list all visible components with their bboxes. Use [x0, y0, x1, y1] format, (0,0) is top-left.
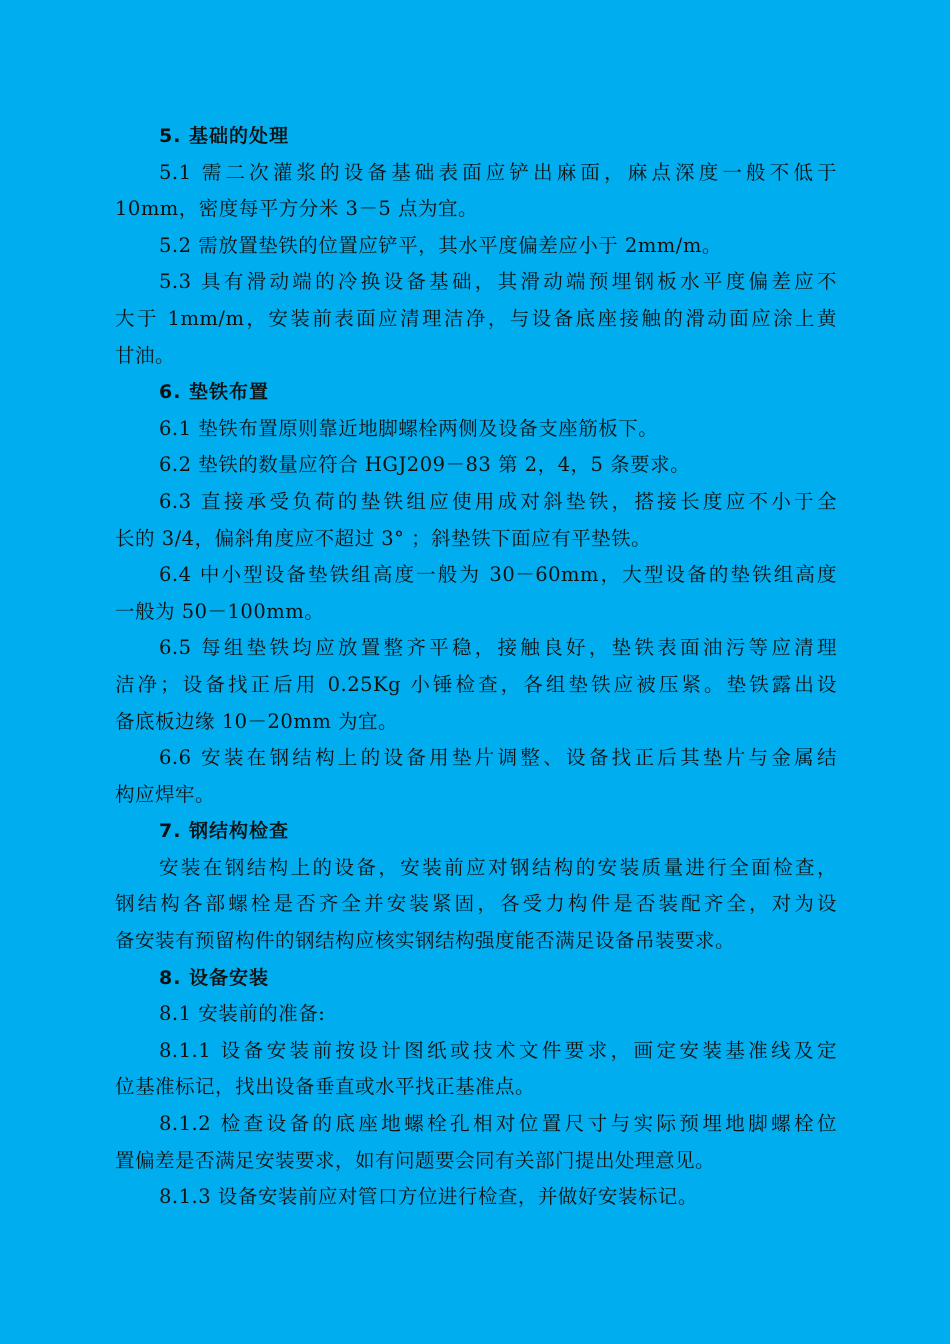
section-6-heading: 6. 垫铁布置 [159, 381, 270, 404]
paragraph-8-1-2-line-1: 8.1.2 检查设备的底座地螺栓孔相对位置尺寸与实际预埋地脚螺栓位 [159, 1112, 837, 1136]
paragraph-5-1-line-1: 5.1 需二次灌浆的设备基础表面应铲出麻面，麻点深度一般不低于 [159, 160, 837, 184]
paragraph-8-1-1-line-2: 位基准标记，找出设备垂直或水平找正基准点。 [115, 1075, 536, 1099]
paragraph-8-1-line-1: 8.1 安装前的准备: [159, 1002, 326, 1026]
paragraph-7-line-1: 安装在钢结构上的设备，安装前应对钢结构的安装质量进行全面检查， [159, 855, 837, 879]
paragraph-6-6-line-2: 构应焊牢。 [115, 782, 216, 806]
section-7-heading: 7. 钢结构检查 [159, 820, 290, 843]
paragraph-5-2-line-1: 5.2 需放置垫铁的位置应铲平，其水平度偏差应小于 2mm/m。 [159, 233, 722, 257]
section-5-heading: 5. 基础的处理 [159, 125, 290, 147]
paragraph-6-3-line-2: 长的 3/4，偏斜角度应不超过 3° ；斜垫铁下面应有平垫铁。 [115, 526, 652, 550]
paragraph-8-1-3-line-1: 8.1.3 设备安装前应对管口方位进行检查，并做好安装标记。 [159, 1185, 698, 1209]
section-8-heading: 8. 设备安装 [159, 966, 270, 989]
paragraph-6-6-line-1: 6.6 安装在钢结构上的设备用垫片调整、设备找正后其垫片与金属结 [159, 746, 837, 770]
paragraph-8-1-2-line-2: 置偏差是否满足安装要求，如有问题要会同有关部门提出处理意见。 [115, 1148, 716, 1172]
paragraph-6-1-line-1: 6.1 垫铁布置原则靠近地脚螺栓两侧及设备支座筋板下。 [159, 416, 659, 440]
paragraph-6-2-line-1: 6.2 垫铁的数量应符合 HGJ209－83 第 2，4，5 条要求。 [159, 453, 691, 477]
paragraph-6-4-line-1: 6.4 中小型设备垫铁组高度一般为 30－60mm，大型设备的垫铁组高度 [159, 563, 837, 587]
paragraph-5-3-line-1: 5.3 具有滑动端的冷换设备基础，其滑动端预埋钢板水平度偏差应不 [159, 270, 837, 294]
paragraph-7-line-3: 备安装有预留构件的钢结构应核实钢结构强度能否满足设备吊装要求。 [115, 929, 736, 953]
paragraph-6-3-line-1: 6.3 直接承受负荷的垫铁组应使用成对斜垫铁，搭接长度应不小于全 [159, 489, 837, 513]
document-page [115, 118, 837, 1216]
paragraph-7-line-2: 钢结构各部螺栓是否齐全并安装紧固，各受力构件是否装配齐全，对为设 [115, 892, 837, 916]
paragraph-6-4-line-2: 一般为 50－100mm。 [115, 599, 325, 623]
paragraph-5-1-line-2: 10mm，密度每平方分米 3－5 点为宜。 [115, 197, 479, 221]
paragraph-5-3-line-3: 甘油。 [115, 343, 176, 367]
paragraph-8-1-1-line-1: 8.1.1 设备安装前按设计图纸或技术文件要求，画定安装基准线及定 [159, 1038, 837, 1062]
paragraph-6-5-line-1: 6.5 每组垫铁均应放置整齐平稳，接触良好，垫铁表面油污等应清理 [159, 636, 837, 660]
paragraph-6-5-line-2: 洁净；设备找正后用 0.25Kg 小锤检查，各组垫铁应被压紧。垫铁露出设 [115, 672, 837, 696]
paragraph-5-3-line-2: 大于 1mm/m，安装前表面应清理洁净，与设备底座接触的滑动面应涂上黄 [115, 306, 837, 330]
paragraph-6-5-line-3: 备底板边缘 10－20mm 为宜。 [115, 709, 399, 733]
